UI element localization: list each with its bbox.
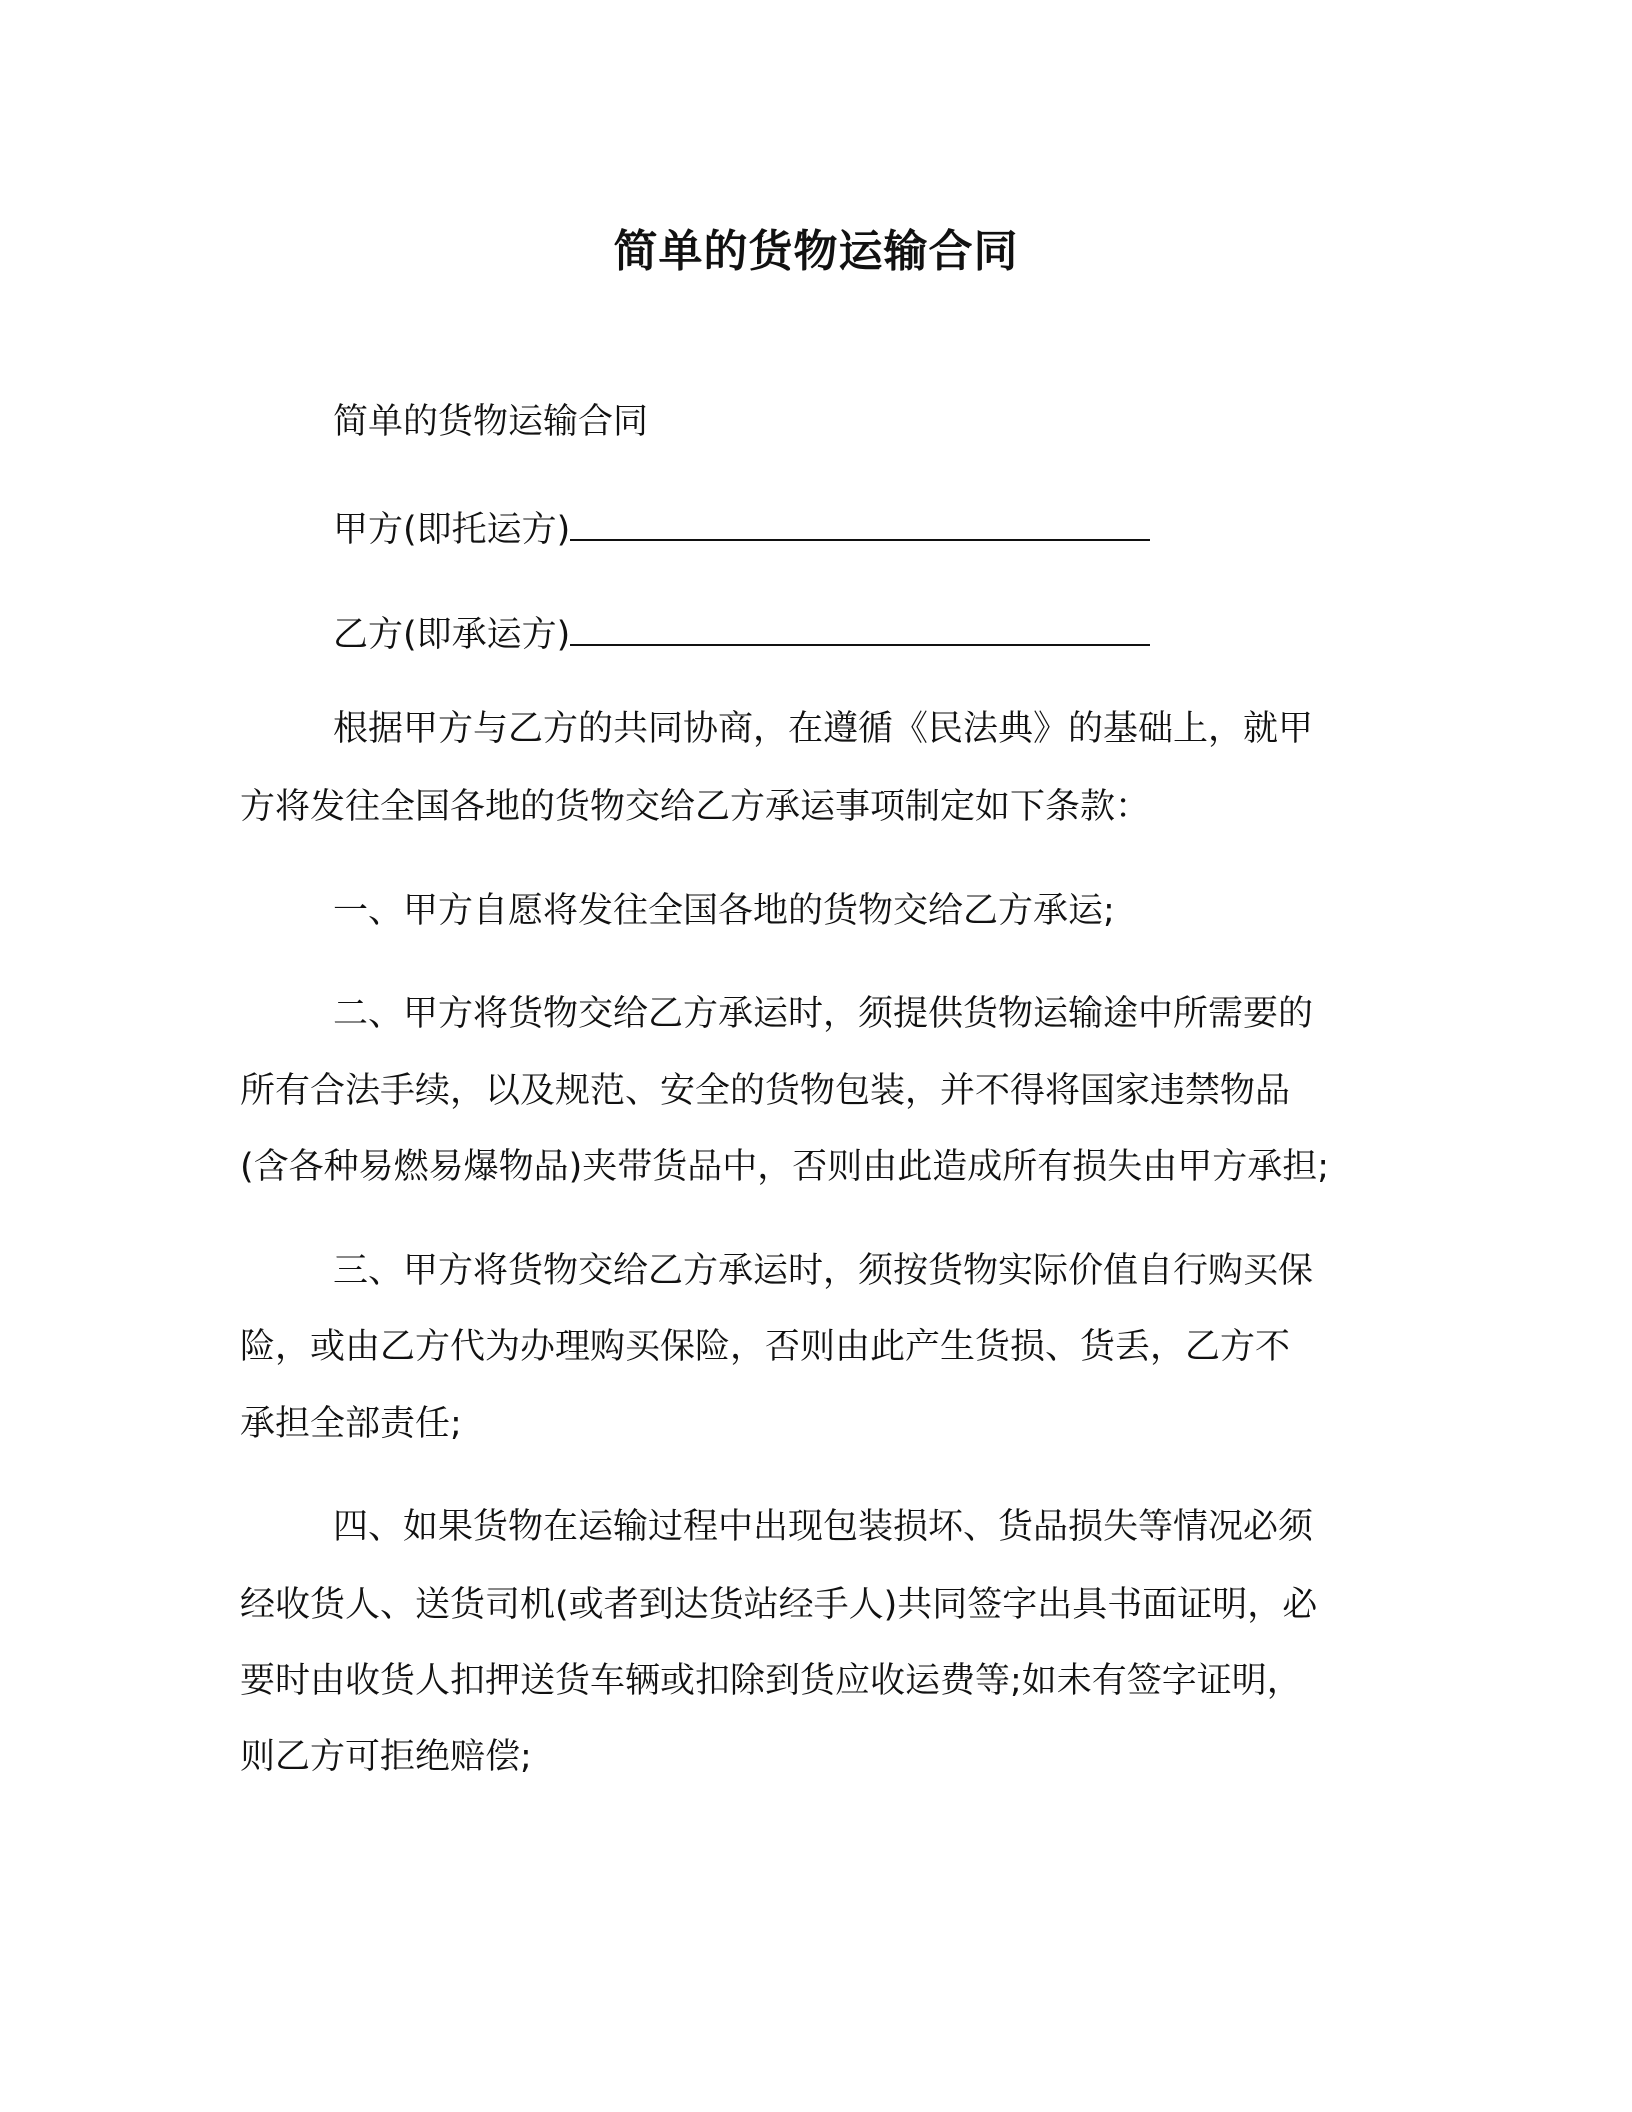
party-a-label: 甲方(即托运方): [333, 510, 571, 550]
party-b-blank: [570, 610, 1150, 646]
clause-2-line-3: (含各种易燃易爆物品)夹带货品中，否则由此造成所有损失由甲方承担;: [240, 1147, 1330, 1187]
clause-2-line-1: 二、甲方将货物交给乙方承运时，须提供货物运输途中所需要的: [333, 994, 1314, 1034]
clause-3-line-2: 险，或由乙方代为办理购买保险，否则由此产生货损、货丢，乙方不: [240, 1327, 1291, 1367]
clause-4-line-4: 则乙方可拒绝赔偿;: [240, 1737, 532, 1777]
document-subtitle: 简单的货物运输合同: [333, 402, 649, 442]
intro-line-2: 方将发往全国各地的货物交给乙方承运事项制定如下条款：: [240, 787, 1151, 827]
clause-1-line-1: 一、甲方自愿将发往全国各地的货物交给乙方承运;: [333, 891, 1115, 931]
document-title: 简单的货物运输合同: [613, 226, 1019, 277]
clause-4-line-1: 四、如果货物在运输过程中出现包装损坏、货品损失等情况必须: [333, 1507, 1314, 1547]
clause-4-line-3: 要时由收货人扣押送货车辆或扣除到货应收运费等;如未有签字证明，: [240, 1661, 1302, 1701]
clause-3-line-3: 承担全部责任;: [240, 1404, 462, 1444]
party-b-label: 乙方(即承运方): [333, 615, 571, 655]
clause-2-line-2: 所有合法手续，以及规范、安全的货物包装，并不得将国家违禁物品: [240, 1071, 1291, 1111]
party-b-line: [333, 610, 1150, 659]
clause-4-line-2: 经收货人、送货司机(或者到达货站经手人)共同签字出具书面证明，必: [240, 1585, 1318, 1625]
party-a-line: [333, 505, 1150, 554]
intro-line-1: 根据甲方与乙方的共同协商，在遵循《民法典》的基础上，就甲: [333, 709, 1314, 749]
party-a-blank: [570, 505, 1150, 541]
clause-3-line-1: 三、甲方将货物交给乙方承运时，须按货物实际价值自行购买保: [333, 1251, 1314, 1291]
